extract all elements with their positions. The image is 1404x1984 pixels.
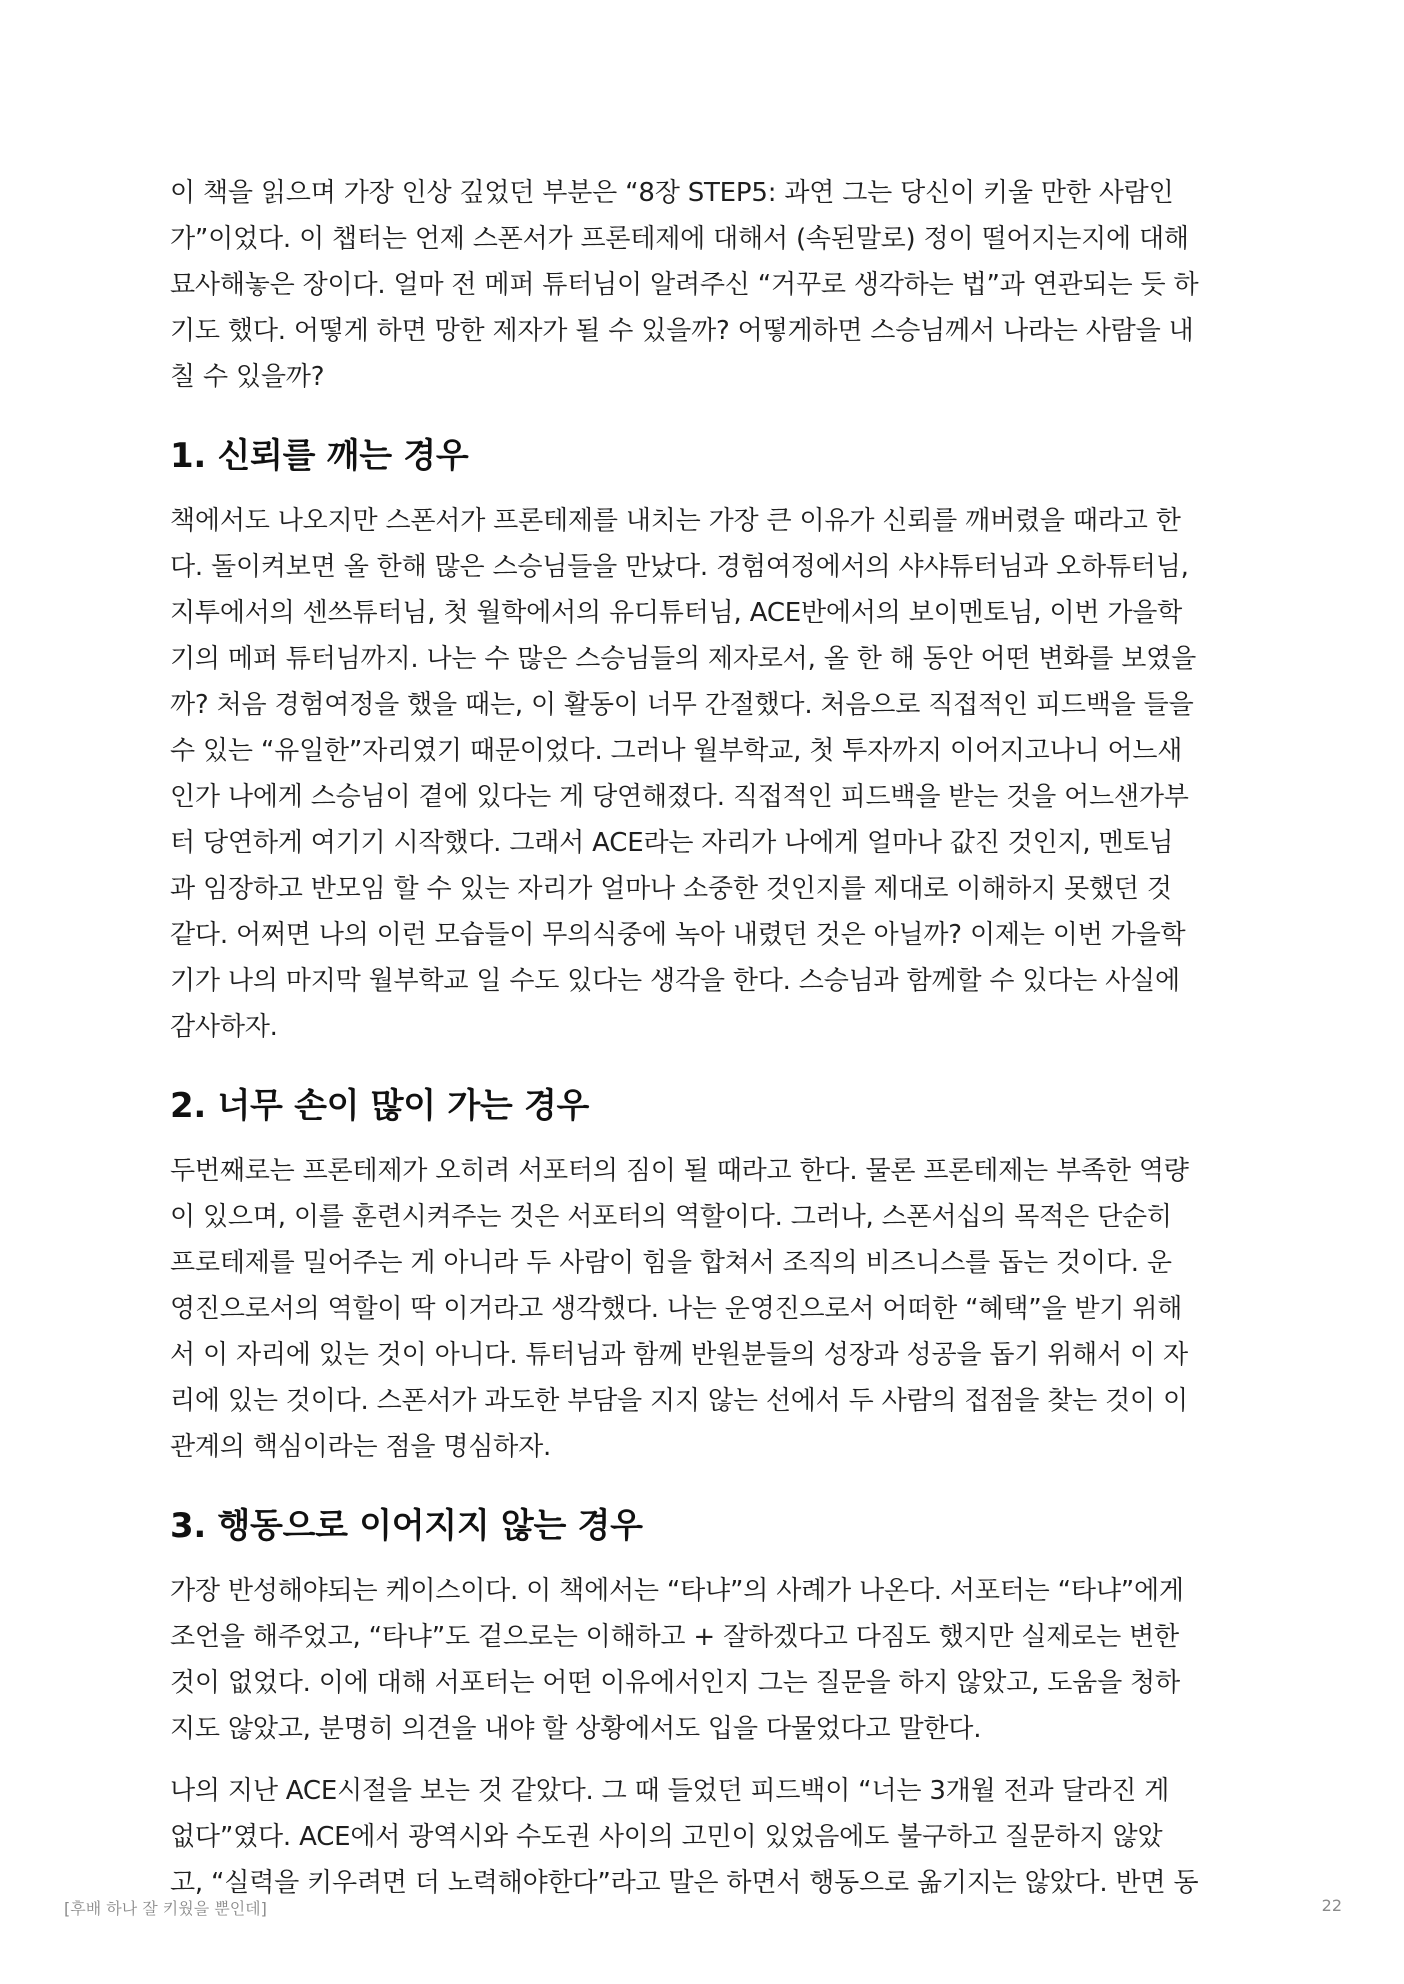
document-body (170, 170, 1240, 1922)
section-heading-2: 2. 너무 손이 많이 가는 경우 (170, 1086, 590, 1126)
text-line: 같다. 어쩌면 나의 이런 모습들이 무의식중에 녹아 내렸던 것은 아닐까? 이제는 이번 가을학 (170, 920, 1186, 950)
text-line: 지도 않았고, 분명히 의견을 내야 할 상황에서도 입을 다물었다고 말한다. (170, 1714, 982, 1744)
text-line: 기의 메퍼 튜터님까지. 나는 수 많은 스승님들의 제자로서, 올 한 해 동안 어떤 변화를 보였을 (170, 644, 1197, 674)
intro-paragraph (170, 170, 1240, 400)
section-heading-1: 1. 신뢰를 깨는 경우 (170, 436, 469, 476)
text-line: 나의 지난 ACE시절을 보는 것 같았다. 그 때 들었던 피드백이 “너는 3개월 전과 달라진 게 (170, 1776, 1170, 1806)
text-line: 가”이었다. 이 챕터는 언제 스폰서가 프론테제에 대해서 (속된말로) 정이 떨어지는지에 대해 (170, 224, 1189, 254)
text-line: 프로테제를 밀어주는 게 아니라 두 사람이 힘을 합쳐서 조직의 비즈니스를 돕는 것이다. 운 (170, 1248, 1172, 1278)
text-line: 이 있으며, 이를 훈련시켜주는 것은 서포터의 역할이다. 그러나, 스폰서십의 목적은 단순히 (170, 1202, 1172, 1232)
text-line: 지투에서의 센쓰튜터님, 첫 월학에서의 유디튜터님, ACE반에서의 보이멘토님, 이번 가을학 (170, 598, 1183, 628)
text-line: 가장 반성해야되는 케이스이다. 이 책에서는 “타냐”의 사례가 나온다. 서포터는 “타냐”에게 (170, 1576, 1184, 1606)
text-line: 다. 돌이켜보면 올 한해 많은 스승님들을 만났다. 경험여정에서의 샤샤튜터님과 오하튜터님, (170, 552, 1189, 582)
text-line: 없다”였다. ACE에서 광역시와 수도권 사이의 고민이 있었음에도 불구하고 질문하지 않았 (170, 1822, 1163, 1852)
text-line: 서 이 자리에 있는 것이 아니다. 튜터님과 함께 반원분들의 성장과 성공을 돕기 위해서 이 자 (170, 1340, 1188, 1370)
text-line: 기도 했다. 어떻게 하면 망한 제자가 될 수 있을까? 어떻게하면 스승님께서 나라는 사람을 내 (170, 316, 1194, 346)
text-line: 터 당연하게 여기기 시작했다. 그래서 ACE라는 자리가 나에게 얼마나 값진 것인지, 멘토님 (170, 828, 1174, 858)
section-1-paragraph (170, 498, 1240, 1050)
footer-book-title: [후배 하나 잘 키웠을 뿐인데] (64, 1899, 267, 1918)
text-line: 칠 수 있을까? (170, 362, 325, 392)
text-line: 고, “실력을 키우려면 더 노력해야한다”라고 말은 하면서 행동으로 옮기지는 않았다. 반면 동 (170, 1868, 1199, 1898)
text-line: 까? 처음 경험여정을 했을 때는, 이 활동이 너무 간절했다. 처음으로 직접적인 피드백을 들을 (170, 690, 1194, 720)
text-line: 수 있는 “유일한”자리였기 때문이었다. 그러나 월부학교, 첫 투자까지 이어지고나니 어느새 (170, 736, 1183, 766)
text-line: 영진으로서의 역할이 딱 이거라고 생각했다. 나는 운영진으로서 어떠한 “혜택”을 받기 위해 (170, 1294, 1183, 1324)
text-line: 두번째로는 프론테제가 오히려 서포터의 짐이 될 때라고 한다. 물론 프론테제는 부족한 역량 (170, 1156, 1189, 1186)
text-line: 것이 없었다. 이에 대해 서포터는 어떤 이유에서인지 그는 질문을 하지 않았고, 도움을 청하 (170, 1668, 1180, 1698)
section-2-paragraph (170, 1148, 1240, 1470)
text-line: 감사하자. (170, 1012, 278, 1042)
text-line: 과 임장하고 반모임 할 수 있는 자리가 얼마나 소중한 것인지를 제대로 이해하지 못했던 것 (170, 874, 1172, 904)
section-3-paragraph (170, 1568, 1240, 1752)
text-line: 관계의 핵심이라는 점을 명심하자. (170, 1432, 552, 1462)
text-line: 묘사해놓은 장이다. 얼마 전 메퍼 튜터님이 알려주신 “거꾸로 생각하는 법”과 연관되는 듯 하 (170, 270, 1199, 300)
text-line: 리에 있는 것이다. 스폰서가 과도한 부담을 지지 않는 선에서 두 사람의 접점을 찾는 것이 이 (170, 1386, 1188, 1416)
section-heading-3: 3. 행동으로 이어지지 않는 경우 (170, 1506, 643, 1546)
text-line: 인가 나에게 스승님이 곁에 있다는 게 당연해졌다. 직접적인 피드백을 받는 것을 어느샌가부 (170, 782, 1189, 812)
text-line: 기가 나의 마지막 월부학교 일 수도 있다는 생각을 한다. 스승님과 함께할 수 있다는 사실에 (170, 966, 1180, 996)
text-line: 책에서도 나오지만 스폰서가 프론테제를 내치는 가장 큰 이유가 신뢰를 깨버렸을 때라고 한 (170, 506, 1181, 536)
text-line: 조언을 해주었고, “타냐”도 겉으로는 이해하고 + 잘하겠다고 다짐도 했지만 실제로는 변한 (170, 1622, 1179, 1652)
text-line: 이 책을 읽으며 가장 인상 깊었던 부분은 “8장 STEP5: 과연 그는 당신이 키울 만한 사람인 (170, 178, 1174, 208)
section-3-paragraph-2 (170, 1768, 1240, 1906)
page-number: 22 (1321, 1896, 1342, 1915)
